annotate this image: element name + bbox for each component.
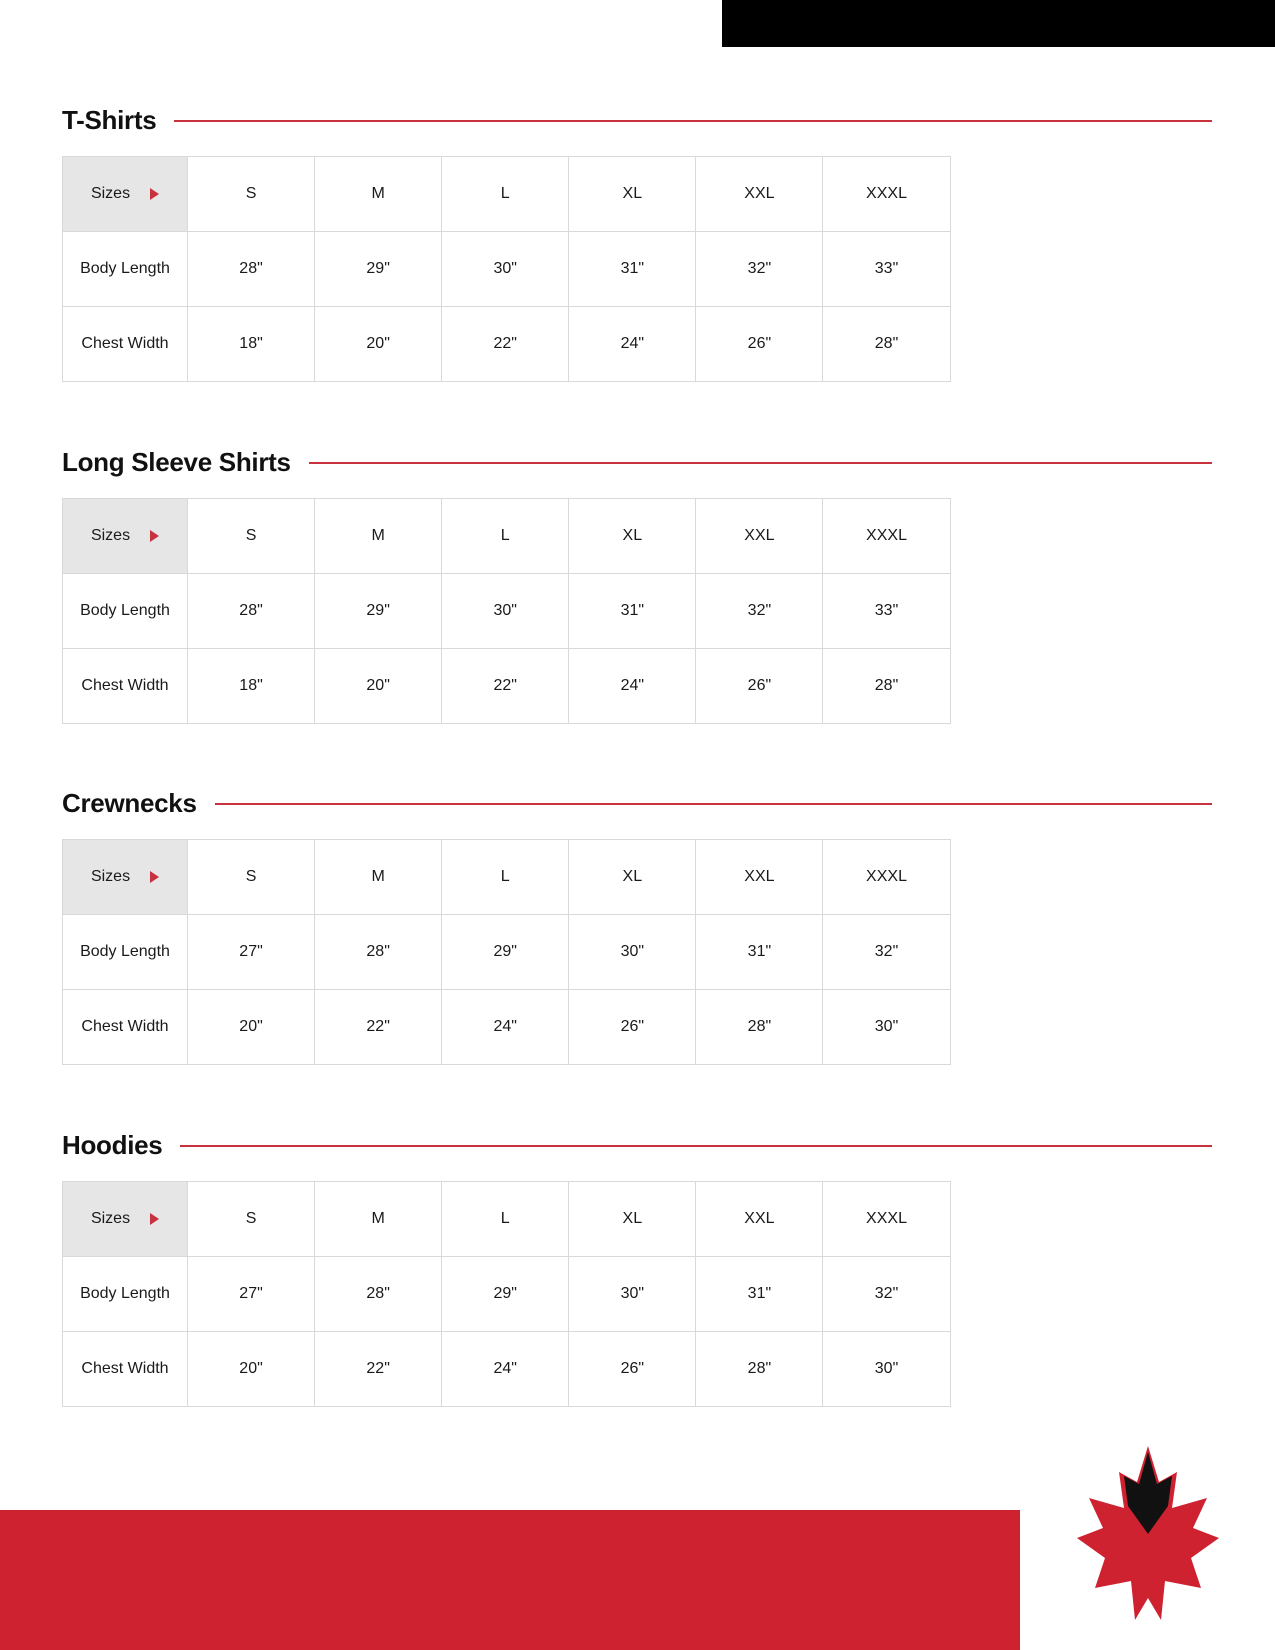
footer-red-bar — [0, 1510, 1020, 1650]
size-column-header: XXXL — [823, 840, 950, 915]
size-column-header: XXXL — [823, 1182, 950, 1257]
size-column-header: M — [315, 1182, 442, 1257]
measurement-value: 27" — [188, 1257, 315, 1332]
measurement-value: 28" — [315, 915, 442, 990]
measurement-value: 28" — [696, 1332, 823, 1407]
size-table — [62, 1181, 951, 1407]
size-column-header: XL — [569, 840, 696, 915]
measurement-value: 28" — [315, 1257, 442, 1332]
size-column-header: L — [442, 499, 569, 574]
section-header — [62, 788, 1212, 819]
measurement-value: 29" — [442, 915, 569, 990]
table-row — [63, 307, 951, 382]
measurement-label: Body Length — [63, 232, 188, 307]
maple-leaf-logo — [1073, 1438, 1223, 1628]
measurement-value: 29" — [315, 574, 442, 649]
table-row — [63, 232, 951, 307]
size-column-header: S — [188, 157, 315, 232]
size-column-header: M — [315, 157, 442, 232]
section-header — [62, 105, 1212, 136]
size-column-header: XL — [569, 499, 696, 574]
measurement-label: Body Length — [63, 1257, 188, 1332]
size-column-header: S — [188, 1182, 315, 1257]
measurement-label: Chest Width — [63, 307, 188, 382]
measurement-value: 33" — [823, 232, 950, 307]
size-column-header: XXXL — [823, 157, 950, 232]
measurement-value: 20" — [315, 649, 442, 724]
size-column-header: XXL — [696, 840, 823, 915]
measurement-value: 20" — [188, 1332, 315, 1407]
measurement-value: 24" — [569, 307, 696, 382]
table-header-row — [63, 499, 951, 574]
size-column-header: M — [315, 499, 442, 574]
measurement-value: 28" — [696, 990, 823, 1065]
size-column-header: S — [188, 840, 315, 915]
measurement-value: 22" — [442, 307, 569, 382]
sizes-corner-cell — [63, 1182, 188, 1257]
section-header — [62, 1130, 1212, 1161]
table-row — [63, 574, 951, 649]
measurement-value: 28" — [188, 232, 315, 307]
measurement-label: Body Length — [63, 574, 188, 649]
sizes-label: Sizes — [90, 868, 131, 885]
measurement-value: 28" — [823, 307, 950, 382]
section-title: Crewnecks — [62, 788, 197, 818]
measurement-value: 26" — [696, 307, 823, 382]
measurement-value: 26" — [569, 1332, 696, 1407]
measurement-value: 20" — [315, 307, 442, 382]
measurement-value: 26" — [569, 990, 696, 1065]
sizes-corner-cell — [63, 157, 188, 232]
measurement-value: 31" — [569, 232, 696, 307]
measurement-value: 31" — [569, 574, 696, 649]
size-column-header: XL — [569, 157, 696, 232]
size-table — [62, 839, 951, 1065]
table-header-row — [63, 840, 951, 915]
section-divider-rule — [174, 120, 1212, 122]
measurement-value: 30" — [823, 990, 950, 1065]
measurement-value: 30" — [823, 1332, 950, 1407]
size-column-header: XXXL — [823, 499, 950, 574]
sizes-corner-cell — [63, 499, 188, 574]
section-title: T-Shirts — [62, 105, 157, 135]
table-row — [63, 990, 951, 1065]
header-black-bar — [722, 0, 1275, 47]
section-crewnecks — [62, 788, 1212, 1065]
measurement-value: 27" — [188, 915, 315, 990]
section-divider-rule — [215, 803, 1212, 805]
play-arrow-icon — [150, 1213, 159, 1225]
measurement-value: 31" — [696, 1257, 823, 1332]
size-column-header: XXL — [696, 157, 823, 232]
measurement-label: Chest Width — [63, 990, 188, 1065]
measurement-label: Chest Width — [63, 1332, 188, 1407]
measurement-value: 33" — [823, 574, 950, 649]
measurement-value: 18" — [188, 649, 315, 724]
size-column-header: M — [315, 840, 442, 915]
sizes-label: Sizes — [90, 1210, 131, 1227]
table-row — [63, 915, 951, 990]
play-arrow-icon — [150, 530, 159, 542]
table-header-row — [63, 157, 951, 232]
measurement-value: 32" — [696, 232, 823, 307]
measurement-value: 24" — [442, 1332, 569, 1407]
table-row — [63, 1257, 951, 1332]
measurement-value: 32" — [823, 1257, 950, 1332]
measurement-value: 32" — [823, 915, 950, 990]
size-column-header: XXL — [696, 499, 823, 574]
section-hoodies — [62, 1130, 1212, 1407]
size-column-header: L — [442, 840, 569, 915]
section-title: Hoodies — [62, 1130, 163, 1160]
measurement-value: 28" — [823, 649, 950, 724]
measurement-value: 31" — [696, 915, 823, 990]
measurement-value: 30" — [442, 574, 569, 649]
size-column-header: XXL — [696, 1182, 823, 1257]
section-t-shirts — [62, 105, 1212, 382]
size-table — [62, 498, 951, 724]
measurement-value: 29" — [442, 1257, 569, 1332]
measurement-value: 22" — [315, 1332, 442, 1407]
size-column-header: L — [442, 1182, 569, 1257]
sizes-corner-cell — [63, 840, 188, 915]
section-header — [62, 447, 1212, 478]
measurement-value: 24" — [442, 990, 569, 1065]
table-row — [63, 1332, 951, 1407]
measurement-value: 30" — [569, 915, 696, 990]
section-divider-rule — [309, 462, 1212, 464]
section-divider-rule — [180, 1145, 1212, 1147]
measurement-label: Body Length — [63, 915, 188, 990]
sizes-label: Sizes — [90, 527, 131, 544]
table-header-row — [63, 1182, 951, 1257]
size-table — [62, 156, 951, 382]
measurement-value: 22" — [442, 649, 569, 724]
measurement-value: 30" — [442, 232, 569, 307]
measurement-value: 32" — [696, 574, 823, 649]
play-arrow-icon — [150, 188, 159, 200]
measurement-value: 29" — [315, 232, 442, 307]
play-arrow-icon — [150, 871, 159, 883]
table-row — [63, 649, 951, 724]
measurement-value: 24" — [569, 649, 696, 724]
measurement-value: 18" — [188, 307, 315, 382]
measurement-value: 26" — [696, 649, 823, 724]
sizes-label: Sizes — [90, 185, 131, 202]
measurement-value: 22" — [315, 990, 442, 1065]
section-long-sleeve-shirts — [62, 447, 1212, 724]
size-column-header: S — [188, 499, 315, 574]
measurement-value: 30" — [569, 1257, 696, 1332]
measurement-label: Chest Width — [63, 649, 188, 724]
section-title: Long Sleeve Shirts — [62, 447, 291, 477]
measurement-value: 28" — [188, 574, 315, 649]
measurement-value: 20" — [188, 990, 315, 1065]
size-column-header: L — [442, 157, 569, 232]
size-column-header: XL — [569, 1182, 696, 1257]
